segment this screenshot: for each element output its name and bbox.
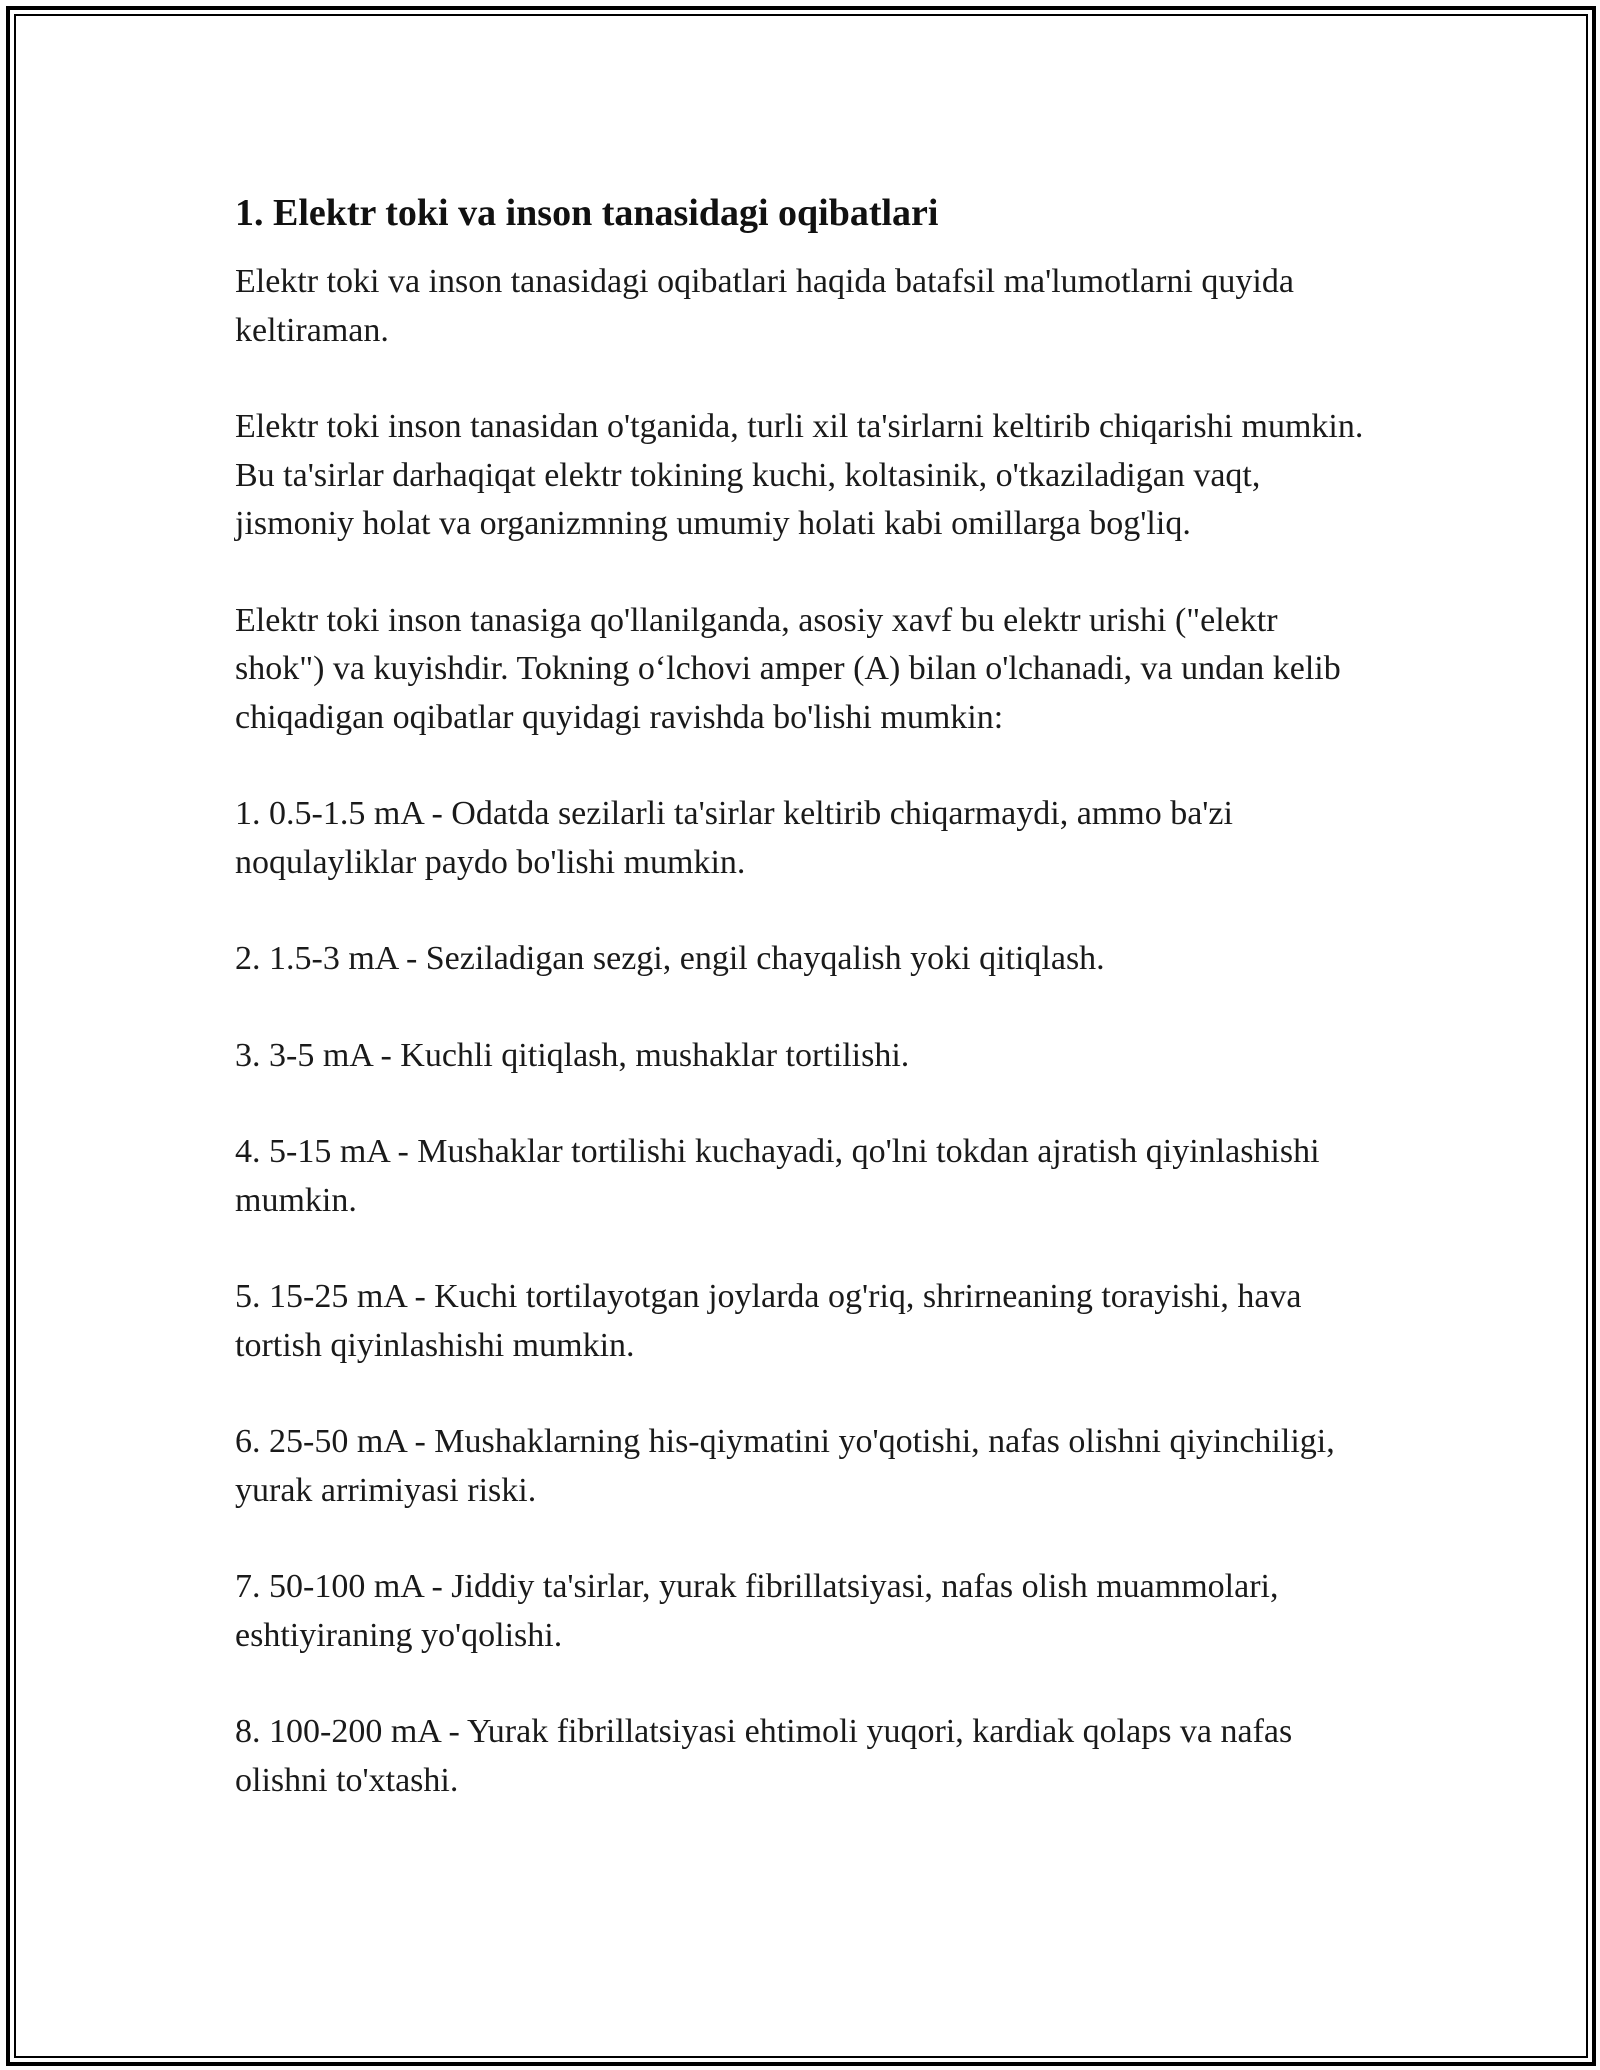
intro-paragraph: Elektr toki va inson tanasidagi oqibatlari haqida batafsil ma'lumotlarni quyida keltiraman. [235, 263, 1294, 349]
danger-paragraph: Elektr toki inson tanasiga qo'llanilganda, asosiy xavf bu elektr urishi ("elektr shok") va kuyishdir. Tokning o‘lchovi amper (A) bilan o'lchanadi, va undan kelib chiqadigan oqibatlar quyidagi ravishda bo'lishi mumkin: [235, 601, 1341, 736]
list-item: 5. 15-25 mA - Kuchi tortilayotgan joylarda og'riq, shrirneaning torayishi, hava tortish qiyinlashishi mumkin. [235, 1278, 1302, 1364]
list-item: 8. 100-200 mA - Yurak fibrillatsiyasi ehtimoli yuqori, kardiak qolaps va nafas olishni to'xtashi. [235, 1713, 1293, 1799]
effects-paragraph: Elektr toki inson tanasidan o'tganida, turli xil ta'sirlarni keltirib chiqarishi mumkin. Bu ta'sirlar darhaqiqat elektr tokining kuchi, koltasinik, o'tkaziladigan vaqt, jismoniy holat va organizmning umumiy holati kabi omillarga bog'liq. [235, 408, 1364, 542]
list-item: 2. 1.5-3 mA - Seziladigan sezgi, engil chayqalish yoki qitiqlash. [235, 940, 1105, 977]
current-effects-list [235, 790, 1375, 1805]
list-item: 6. 25-50 mA - Mushaklarning his-qiymatini yo'qotishi, nafas olishni qiyinchiligi, yurak arrimiyasi riski. [235, 1423, 1335, 1509]
document-body [235, 188, 1375, 1853]
list-item: 7. 50-100 mA - Jiddiy ta'sirlar, yurak fibrillatsiyasi, nafas olish muammolari, eshtiyiraning yo'qolishi. [235, 1568, 1279, 1654]
list-item: 1. 0.5-1.5 mA - Odatda sezilarli ta'sirlar keltirib chiqarmaydi, ammo ba'zi noqulayliklar paydo bo'lishi mumkin. [235, 795, 1233, 881]
section-heading: 1. Elektr toki va inson tanasidagi oqibatlari [235, 192, 939, 234]
list-item: 4. 5-15 mA - Mushaklar tortilishi kuchayadi, qo'lni tokdan ajratish qiyinlashishi mumkin. [235, 1133, 1320, 1219]
list-item: 3. 3-5 mA - Kuchli qitiqlash, mushaklar tortilishi. [235, 1036, 910, 1074]
